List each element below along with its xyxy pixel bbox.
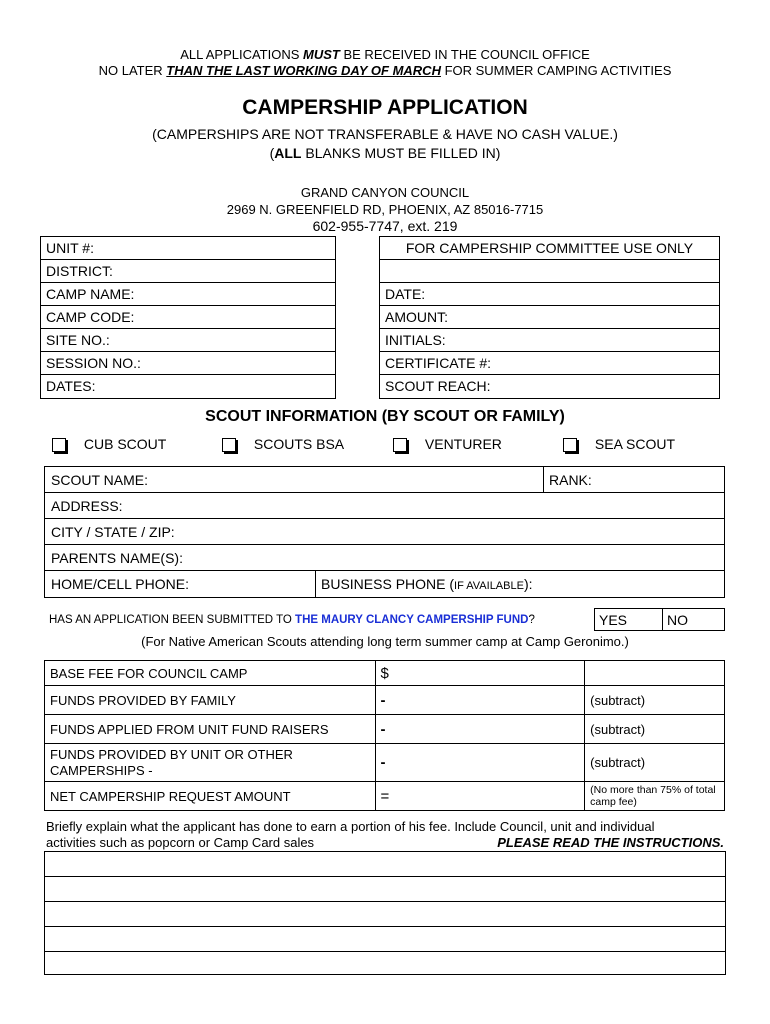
fee-row-family	[45, 686, 725, 715]
native-american-note: (For Native American Scouts attending long term summer camp at Camp Geronimo.)	[141, 634, 629, 649]
checkbox-icon[interactable]	[52, 438, 66, 452]
option-scouts-bsa[interactable]: SCOUTS BSA	[222, 436, 344, 452]
home-phone-field[interactable]: HOME/CELL PHONE:	[51, 576, 189, 592]
fee-amount-field[interactable]: -	[375, 686, 585, 715]
subtitle-blanks: (ALL BLANKS MUST BE FILLED IN)	[269, 145, 501, 161]
committee-amount-field[interactable]: AMOUNT:	[380, 306, 719, 329]
explanation-line[interactable]	[45, 877, 725, 902]
checkbox-icon[interactable]	[222, 438, 236, 452]
subtitle-transferable: (CAMPERSHIPS ARE NOT TRANSFERABLE & HAVE NO CASH VALUE.)	[152, 126, 618, 142]
explain-line-1: Briefly explain what the applicant has done to earn a portion of his fee. Include Council, unit and individual	[46, 819, 655, 834]
explanation-line[interactable]	[45, 852, 725, 877]
explanation-line[interactable]	[45, 927, 725, 952]
option-venturer[interactable]: VENTURER	[393, 436, 502, 452]
fee-label: NET CAMPERSHIP REQUEST AMOUNT	[45, 782, 376, 811]
fee-label: BASE FEE FOR COUNCIL CAMP	[45, 661, 376, 686]
committee-certificate-field[interactable]: CERTIFICATE #:	[380, 352, 719, 375]
option-sea-scout[interactable]: SEA SCOUT	[563, 436, 675, 452]
explanation-box[interactable]	[44, 851, 726, 975]
fee-table	[44, 660, 725, 811]
council-address: 2969 N. GREENFIELD RD, PHOENIX, AZ 85016-7715	[226, 202, 544, 217]
camp-name-field[interactable]: CAMP NAME:	[41, 283, 335, 306]
deadline-line-1: ALL APPLICATIONS MUST BE RECEIVED IN THE COUNCIL OFFICE	[180, 47, 590, 62]
fee-label: FUNDS APPLIED FROM UNIT FUND RAISERS	[45, 715, 376, 744]
committee-blank-row	[380, 260, 719, 283]
parents-name-field[interactable]: PARENTS NAME(S):	[45, 545, 724, 571]
checkbox-icon[interactable]	[563, 438, 577, 452]
unit-info-box	[40, 236, 336, 399]
committee-date-field[interactable]: DATE:	[380, 283, 719, 306]
fee-amount-field[interactable]: $	[375, 661, 585, 686]
explanation-line[interactable]	[45, 902, 725, 927]
committee-scout-reach-field[interactable]: SCOUT REACH:	[385, 378, 491, 394]
deadline-line-2: NO LATER THAN THE LAST WORKING DAY OF MARCH FOR SUMMER CAMPING ACTIVITIES	[98, 63, 672, 78]
fee-note: (subtract)	[585, 744, 725, 782]
fee-row-net	[45, 782, 725, 811]
fee-note: (subtract)	[585, 686, 725, 715]
yes-option[interactable]: YES	[595, 609, 663, 630]
fee-row-base	[45, 661, 725, 686]
scout-name-row	[45, 467, 724, 493]
committee-use-box	[379, 236, 720, 399]
fee-amount-field[interactable]: =	[375, 782, 585, 811]
dates-field[interactable]: DATES:	[46, 378, 96, 394]
fee-label: FUNDS PROVIDED BY UNIT OR OTHER CAMPERSHIPS -	[45, 744, 376, 782]
fee-row-unit-fundraisers	[45, 715, 725, 744]
address-field[interactable]: ADDRESS:	[45, 493, 724, 519]
no-option[interactable]: NO	[667, 612, 688, 628]
committee-initials-field[interactable]: INITIALS:	[380, 329, 719, 352]
council-phone: 602-955-7747, ext. 219	[312, 218, 458, 234]
scout-info-box	[44, 466, 725, 598]
district-field[interactable]: DISTRICT:	[41, 260, 335, 283]
site-no-field[interactable]: SITE NO.:	[41, 329, 335, 352]
fee-note	[585, 661, 725, 686]
read-instructions: PLEASE READ THE INSTRUCTIONS.	[497, 835, 724, 850]
council-name: GRAND CANYON COUNCIL	[300, 185, 470, 200]
checkbox-icon[interactable]	[393, 438, 407, 452]
maury-question: HAS AN APPLICATION BEEN SUBMITTED TO THE MAURY CLANCY CAMPERSHIP FUND?	[49, 614, 535, 626]
committee-box-title: FOR CAMPERSHIP COMMITTEE USE ONLY	[380, 237, 719, 260]
fee-label: FUNDS PROVIDED BY FAMILY	[45, 686, 376, 715]
fee-note: (No more than 75% of total camp fee)	[585, 782, 725, 811]
phone-row	[45, 571, 724, 597]
yes-no-box	[594, 608, 725, 631]
maury-fund-name: THE MAURY CLANCY CAMPERSHIP FUND	[295, 614, 529, 626]
fee-amount-field[interactable]: -	[375, 715, 585, 744]
city-state-zip-field[interactable]: CITY / STATE / ZIP:	[45, 519, 724, 545]
explain-line-2: activities such as popcorn or Camp Card sales	[46, 835, 315, 850]
fee-note: (subtract)	[585, 715, 725, 744]
scout-name-field[interactable]: SCOUT NAME:	[51, 472, 148, 488]
page-title: CAMPERSHIP APPLICATION	[242, 96, 528, 119]
option-cub-scout[interactable]: CUB SCOUT	[52, 436, 166, 452]
scout-info-title: SCOUT INFORMATION (BY SCOUT OR FAMILY)	[205, 408, 565, 425]
camp-code-field[interactable]: CAMP CODE:	[41, 306, 335, 329]
unit-number-field[interactable]: UNIT #:	[41, 237, 335, 260]
fee-amount-field[interactable]: -	[375, 744, 585, 782]
session-no-field[interactable]: SESSION NO.:	[41, 352, 335, 375]
business-phone-field[interactable]: BUSINESS PHONE (IF AVAILABLE):	[315, 571, 533, 597]
fee-row-unit-other	[45, 744, 725, 782]
rank-field[interactable]: RANK:	[543, 467, 592, 492]
